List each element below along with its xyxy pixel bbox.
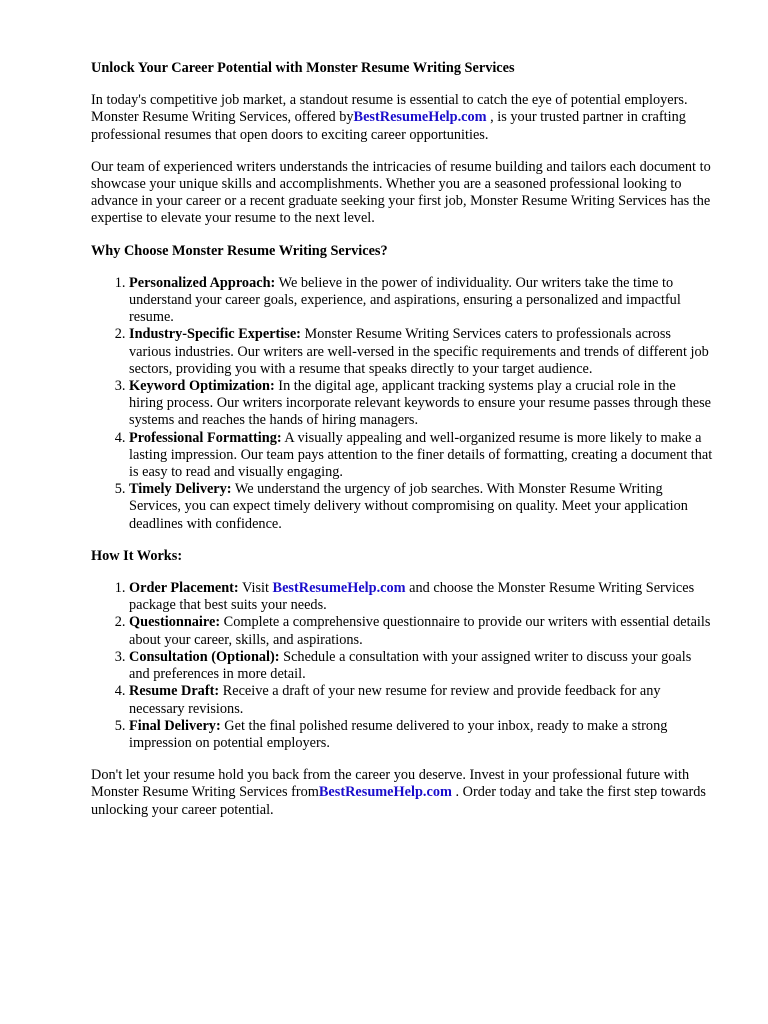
closing-site-link[interactable]: BestResumeHelp.com [318, 784, 452, 801]
list-item [129, 430, 713, 482]
how-heading: How It Works: [91, 547, 183, 564]
intro-text-start: In today's competitive job market, a standout resume is essential to catch the eye of potential employers. Monster Resume Writing Services, offered by [91, 92, 688, 126]
item-text: Receive a draft of your new resume for review and provide feedback for any necessary revisions. [129, 683, 661, 717]
list-item [129, 614, 713, 648]
item-term: Resume Draft: [129, 683, 220, 700]
list-item [129, 326, 713, 378]
item-text: We believe in the power of individuality. Our writers take the time to understand your career goals, experience, and aspirations, ensuring a personalized and impactful resume. [129, 274, 681, 326]
closing-paragraph [91, 767, 713, 819]
team-paragraph: Our team of experienced writers understands the intricacies of resume building and tailors each document to showcase your unique skills and accomplishments. Whether you are a seasoned professional looking to advance in your career or a recent graduate seeking your first job, Monster Resume Writing Services has the expertise to elevate your resume to the next level. [91, 158, 711, 227]
order-site-link[interactable]: BestResumeHelp.com [272, 580, 406, 597]
list-item [129, 649, 713, 683]
how-list [91, 580, 713, 752]
list-item [129, 378, 713, 430]
document-page [91, 60, 713, 834]
why-heading: Why Choose Monster Resume Writing Services? [91, 242, 388, 259]
list-item [129, 683, 713, 717]
list-item [129, 580, 713, 614]
intro-paragraph [91, 92, 713, 144]
item-term: Order Placement: [129, 580, 239, 597]
list-item [129, 275, 713, 327]
item-text: We understand the urgency of job searches. With Monster Resume Writing Services, you can expect timely delivery without compromising on quality. Meet your application deadlines with confidence. [129, 481, 688, 532]
page-title: Unlock Your Career Potential with Monster Resume Writing Services [91, 60, 515, 76]
item-term: Industry-Specific Expertise: [129, 326, 301, 343]
item-text: Monster Resume Writing Services caters to professionals across various industries. Our writers are well-versed in the specific requirements and trends of different job sectors, providing you with a resume that speaks directly to your target audience. [129, 326, 709, 377]
intro-text-end: , is your trusted partner in crafting professional resumes that open doors to exciting career opportunities. [91, 109, 686, 143]
list-item [129, 481, 713, 533]
item-term: Professional Formatting: [129, 429, 282, 446]
item-term: Final Delivery: [129, 717, 221, 734]
intro-site-link[interactable]: BestResumeHelp.com [353, 109, 487, 126]
item-term: Personalized Approach: [129, 274, 276, 291]
item-term: Keyword Optimization: [129, 378, 275, 395]
closing-text-start: Don't let your resume hold you back from the career you deserve. Invest in your professional future with Monster Resume Writing Services from [91, 767, 690, 801]
item-term: Consultation (Optional): [129, 648, 280, 665]
item-text: A visually appealing and well-organized resume is more likely to make a lasting impression. Our team pays attention to the finer details of formatting, creating a document that is easy to read and visually engaging. [129, 429, 713, 481]
item-text: Get the final polished resume delivered to your inbox, ready to make a strong impression on potential employers. [129, 717, 668, 751]
closing-text-end: . Order today and take the first step towards unlocking your career potential. [91, 784, 706, 818]
list-item [129, 718, 713, 752]
item-text: In the digital age, applicant tracking systems play a crucial role in the hiring process. Our writers incorporate relevant keywords to ensure your resume passes through these systems and reaches the hands of hiring managers. [129, 378, 712, 429]
why-list [91, 275, 713, 533]
item-text: Visit [238, 580, 273, 597]
item-text: Complete a comprehensive questionnaire to provide our writers with essential details about your career, skills, and aspirations. [129, 614, 711, 648]
item-text: Schedule a consultation with your assigned writer to discuss your goals and preferences in more detail. [129, 648, 692, 683]
item-text: and choose the Monster Resume Writing Services package that best suits your needs. [129, 580, 695, 614]
item-term: Questionnaire: [129, 614, 221, 631]
item-term: Timely Delivery: [129, 481, 232, 498]
